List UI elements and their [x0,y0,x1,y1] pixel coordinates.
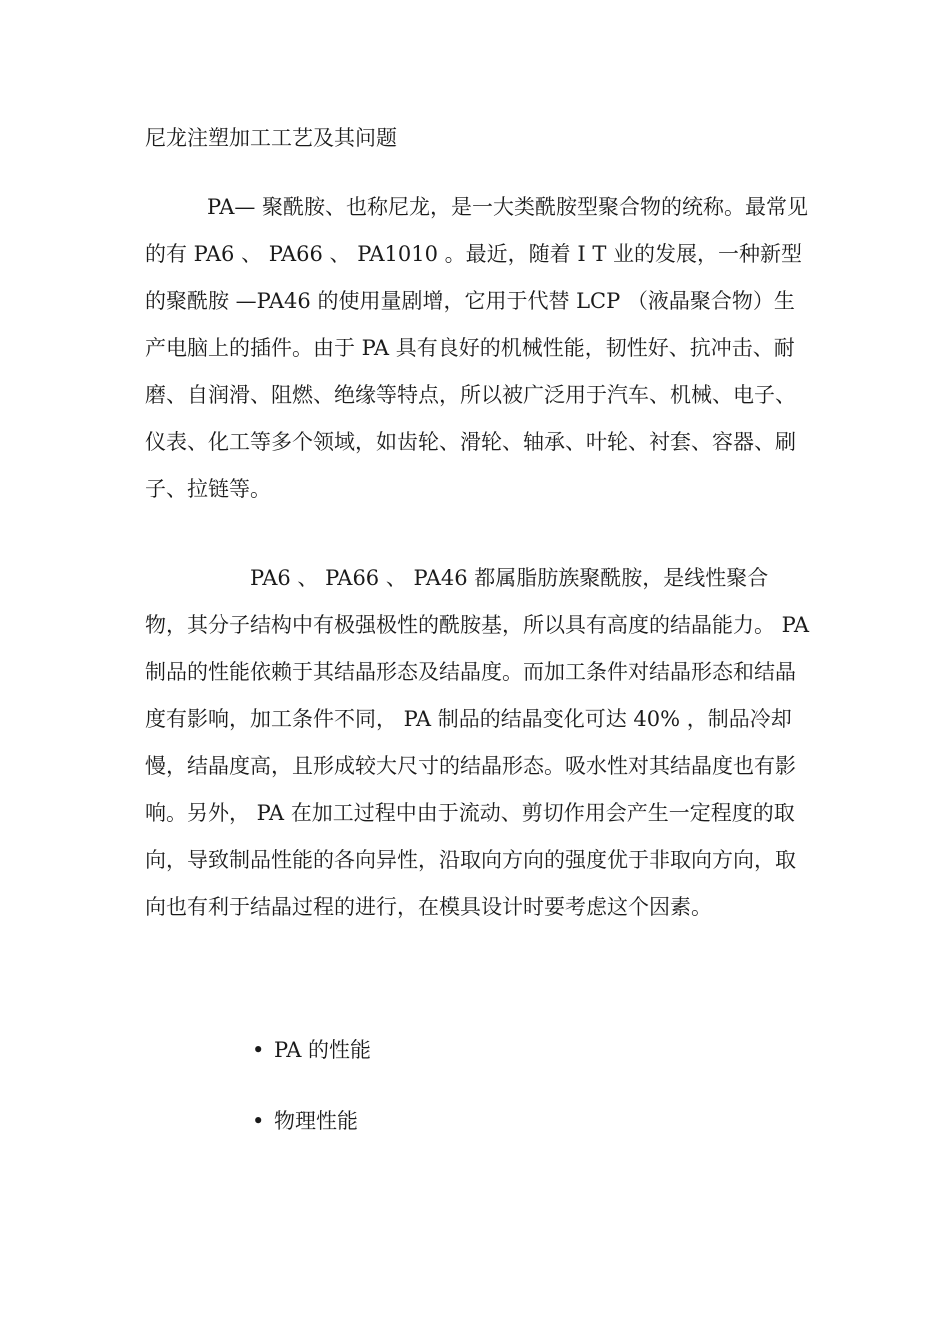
paragraph-crystallinity: PA6 、 PA66 、 PA46 都属脂肪族聚酰胺，是线性聚合物，其分子结构中有极强极性的酰胺基，所以具有高度的结晶能力。 PA 制品的性能依赖于其结晶形态及结晶度。而加工条件对结晶形态和结晶度有影响，加工条件不同， PA 制品的结晶变化可达 40% ，制品冷却慢，结晶度高，且形成较大尺寸的结晶形态。吸水性对其结晶度也有影响。另外， PA 在加工过程中由于流动、剪切作用会产生一定程度的取向，导致制品性能的各向异性，沿取向方向的强度优于非取向方向，取向也有利于结晶过程的进行，在模具设计时要考虑这个因素。 [145,566,810,919]
list-item [252,1030,371,1070]
list-item-label: PA 的性能 [274,1038,372,1062]
list-item-label: 物理性能 [274,1109,358,1133]
paragraph-intro: PA— 聚酰胺、也称尼龙，是一大类酰胺型聚合物的统称。最常见的有 PA6 、 PA66 、 PA1010 。最近，随着 I T 业的发展，一种新型的聚酰胺 —PA46 的使用量剧增，它用于代替 LCP （液晶聚合物）生产电脑上的插件。由于 PA 具有良好的机械性能，韧性好、抗冲击、耐磨、自润滑、阻燃、绝缘等特点，所以被广泛用于汽车、机械、电子、仪表、化工等多个领域，如齿轮、滑轮、轴承、叶轮、衬套、容器、刷子、拉链等。 [145,195,809,501]
bullet-icon: • [252,1109,265,1133]
bullet-icon: • [252,1038,265,1062]
list-item [252,1101,358,1141]
document-title: 尼龙注塑加工工艺及其问题 [145,126,397,150]
